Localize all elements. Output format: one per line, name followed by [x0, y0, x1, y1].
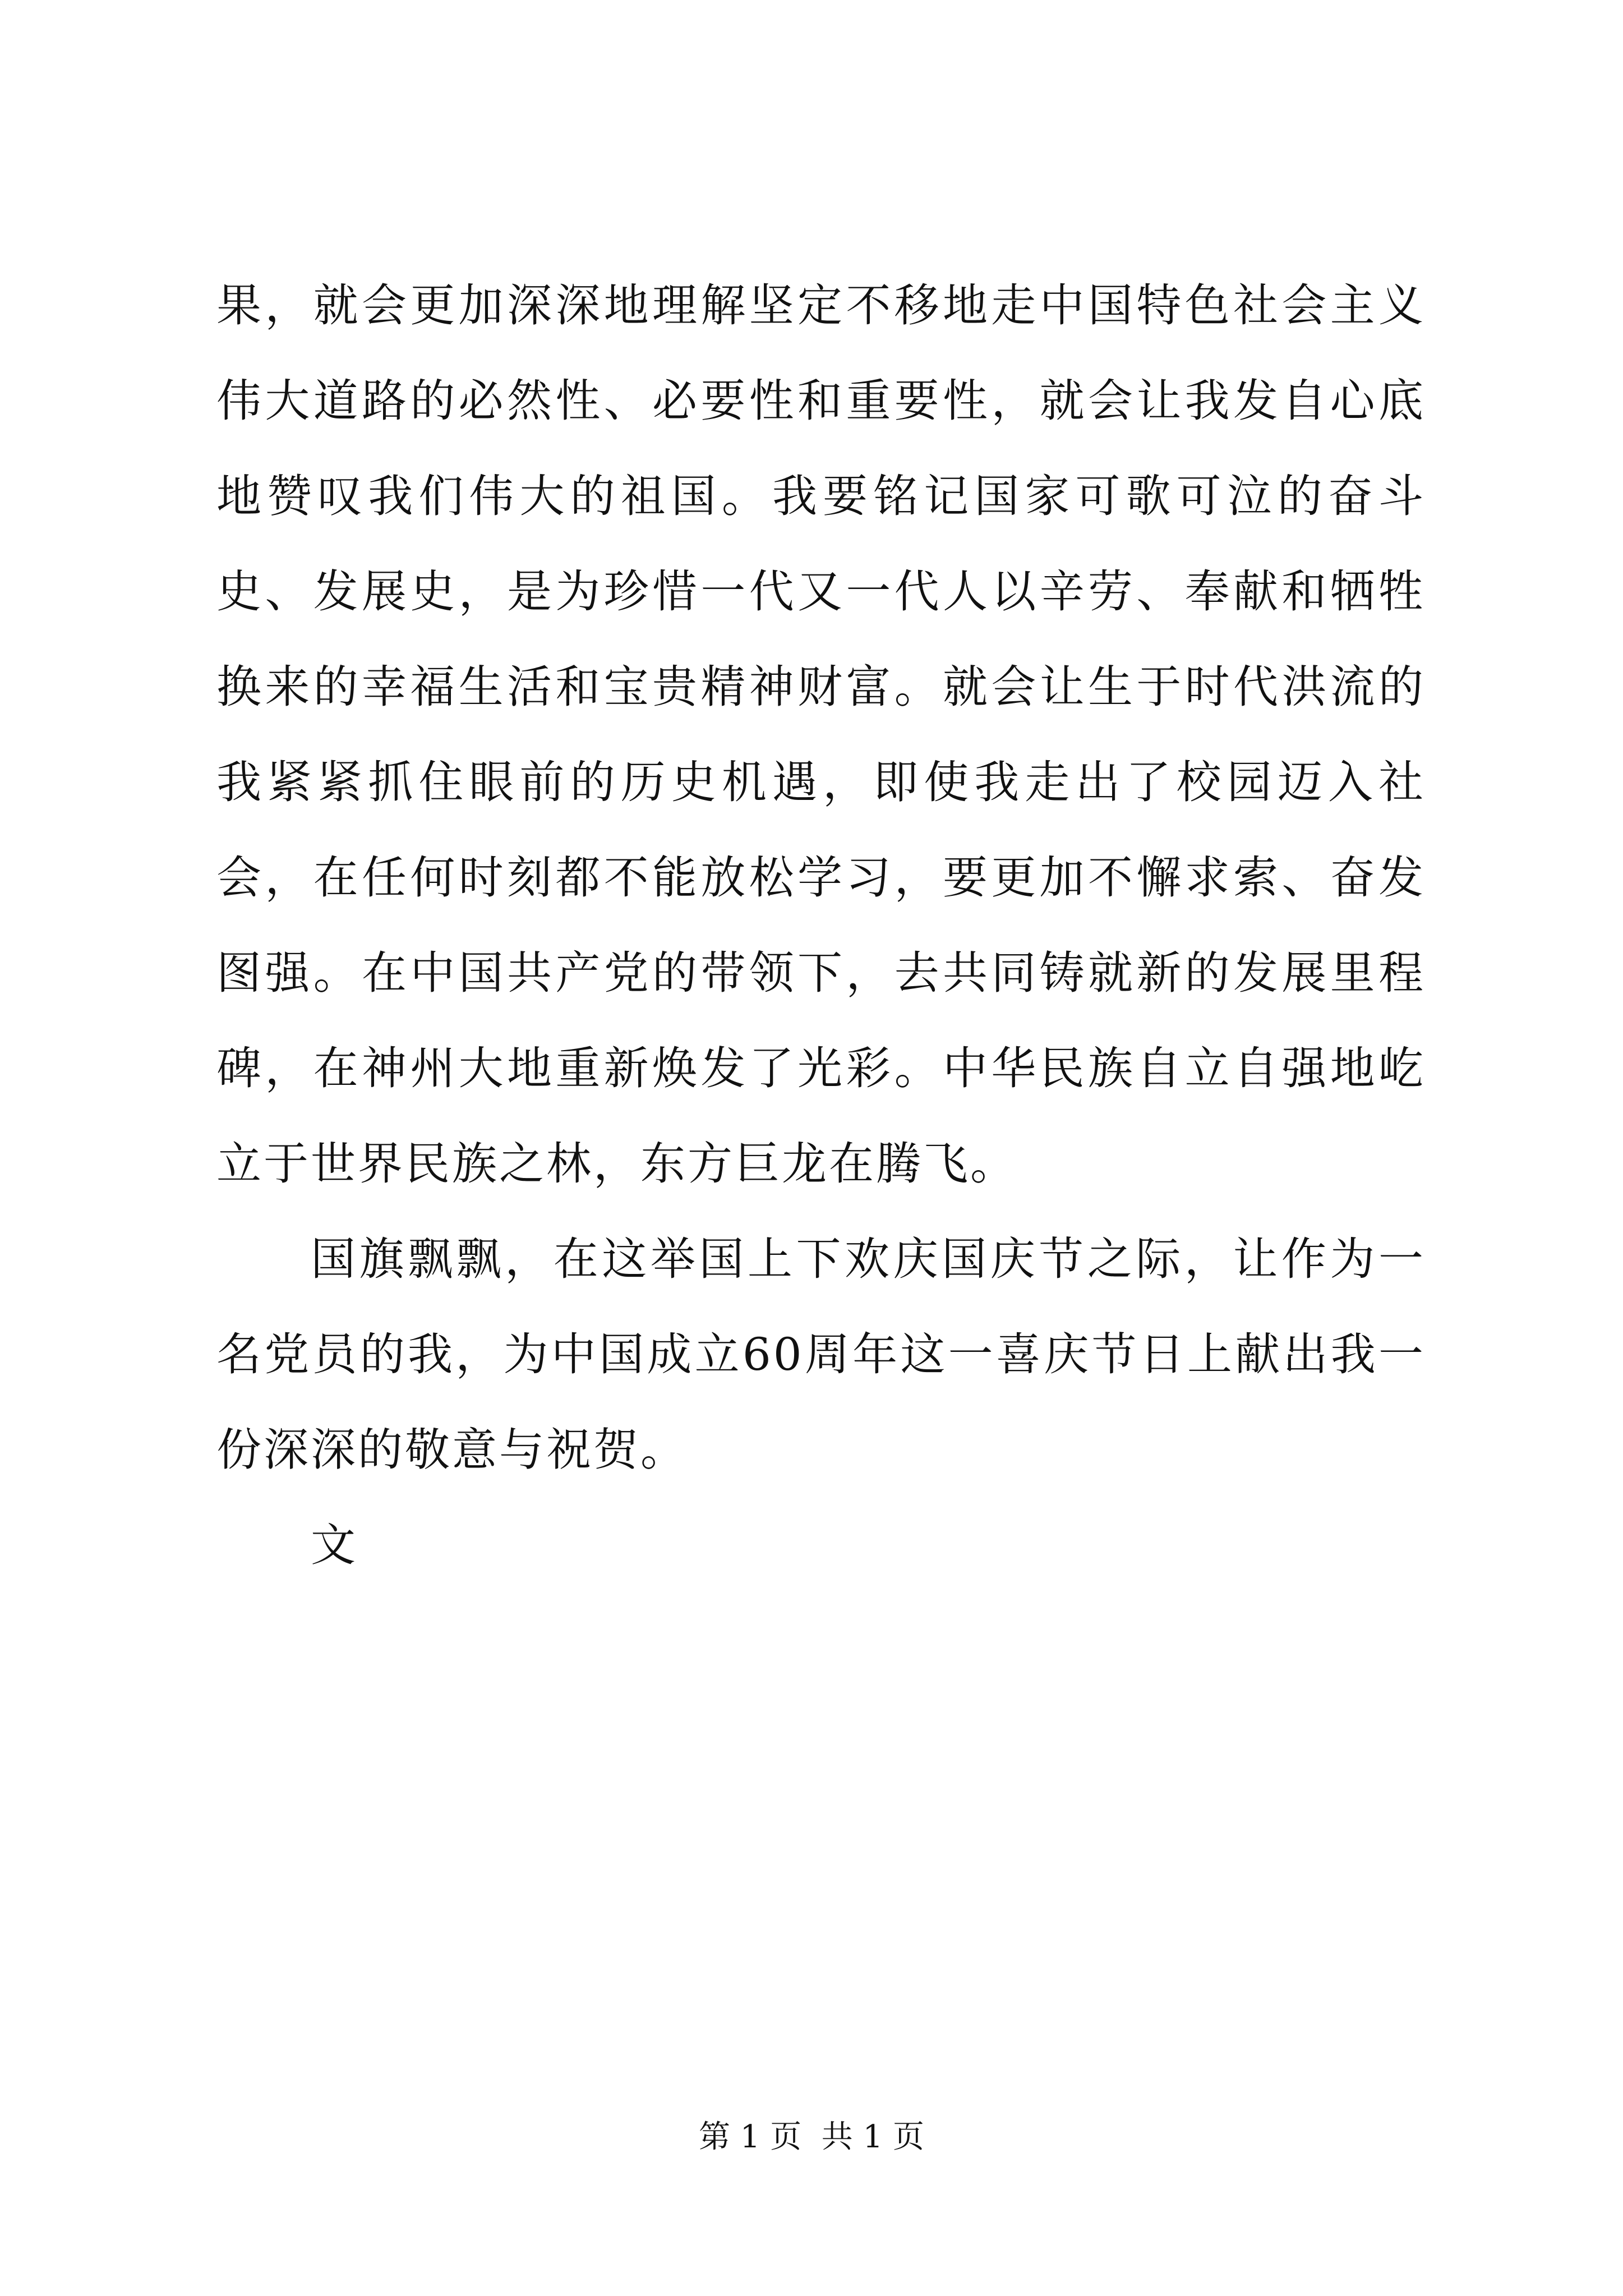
page-number-label: 第 1 页 共 1 页 — [698, 2119, 925, 2155]
document-body — [216, 258, 1426, 1593]
paragraph-continuation: 果，就会更加深深地理解坚定不移地走中国特色社会主义伟大道路的必然性、必要性和重要性，就会让我发自心底地赞叹我们伟大的祖国。我要铭记国家可歌可泣的奋斗史、发展史，是为珍惜一代又一代人以辛劳、奉献和牺牲换来的幸福生活和宝贵精神财富。就会让生于时代洪流的我紧紧抓住眼前的历史机遇，即使我走出了校园迈入社会，在任何时刻都不能放松学习，要更加不懈求索、奋发图强。在中国共产党的带领下，去共同铸就新的发展里程碑，在神州大地重新焕发了光彩。中华民族自立自强地屹立于世界民族之林，东方巨龙在腾飞。 — [216, 279, 1426, 1190]
page-footer — [0, 2115, 1623, 2160]
paragraph-national-day: 国旗飘飘，在这举国上下欢庆国庆节之际，让作为一名党员的我，为中国成立60周年这一喜庆节日上献出我一份深深的敬意与祝贺。 — [216, 1233, 1426, 1476]
signoff-text: 文 — [311, 1519, 356, 1571]
